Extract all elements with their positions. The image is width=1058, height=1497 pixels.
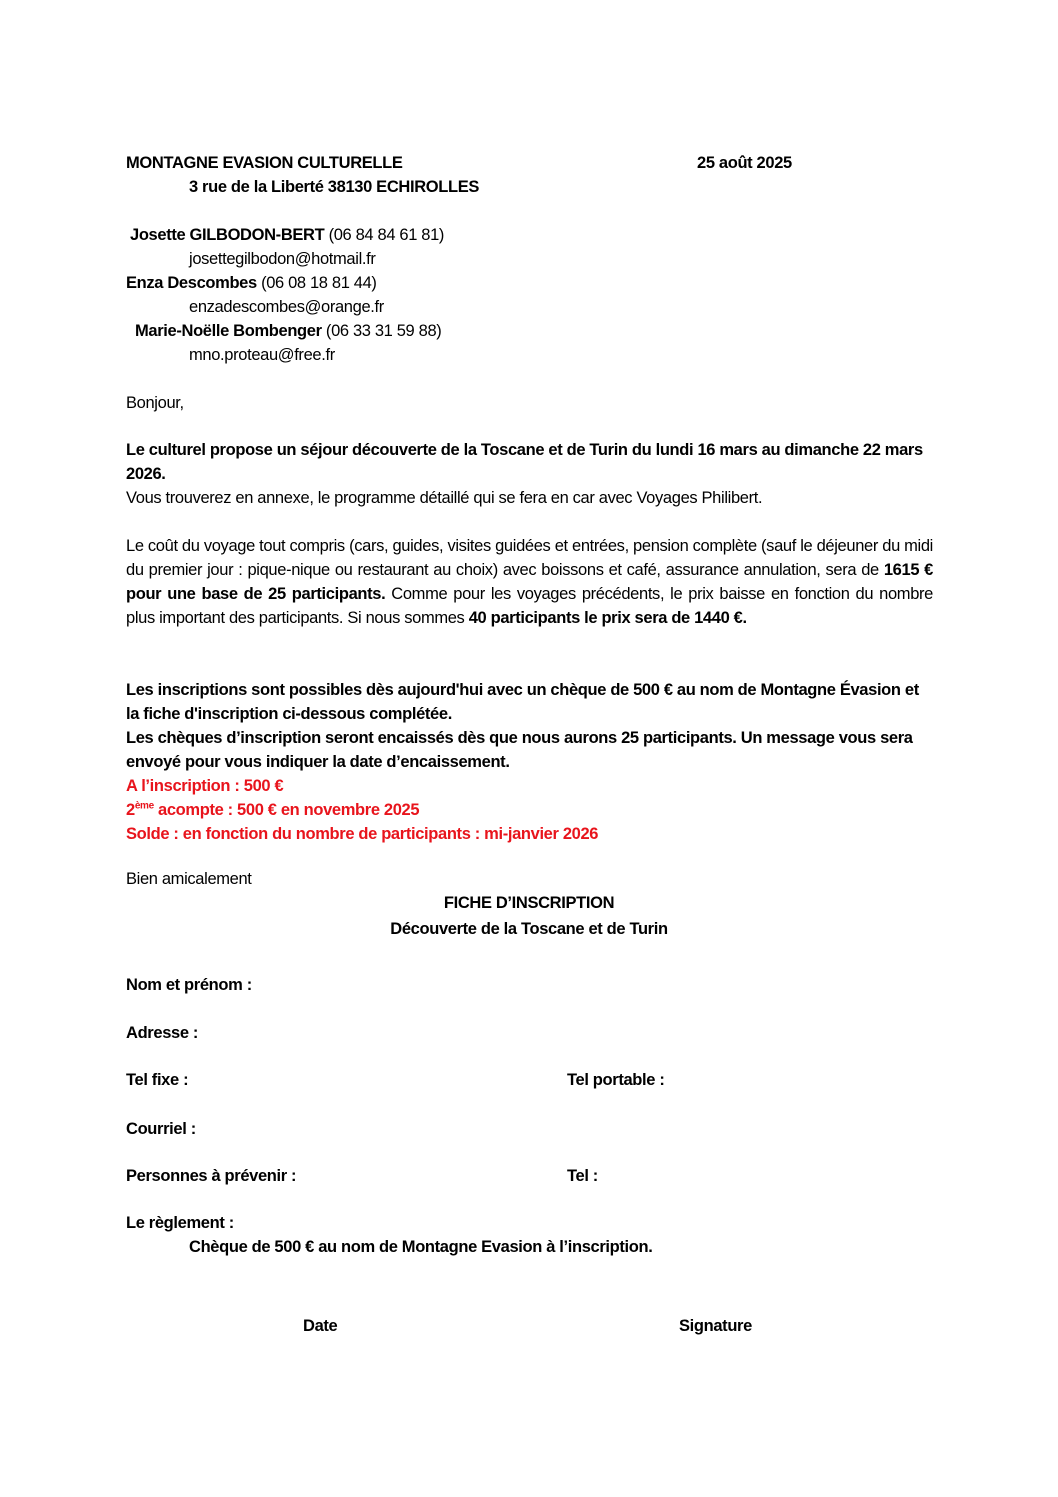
contact-email[interactable]: enzadescombes@orange.fr (189, 298, 384, 316)
payment-text: Chèque de 500 € au nom de Montagne Evasion à l’inscription. (189, 1238, 653, 1256)
contact-name: Marie-Noëlle Bombenger (135, 322, 322, 340)
contact-phone: (06 08 18 81 44) (261, 274, 377, 292)
contact-2 (126, 274, 377, 294)
date-label: Date (303, 1317, 338, 1335)
cost-text: Comme pour les voyages précédents, le prix baisse en fonction du nombre plus important des participants. Si nous sommes (126, 585, 933, 627)
greeting: Bonjour, (126, 394, 184, 412)
field-address-label: Adresse : (126, 1024, 199, 1042)
cost-paragraph (126, 534, 933, 630)
field-emergency-phone-label: Tel : (567, 1167, 598, 1185)
form-title: FICHE D’INSCRIPTION (443, 894, 615, 912)
cost-base-price: 1615 € pour une base de 25 participants. (126, 561, 933, 603)
signature-label: Signature (679, 1317, 752, 1335)
contact-1 (130, 226, 444, 246)
cost-reduced-price: 40 participants le prix sera de 1440 €. (468, 609, 747, 627)
field-name-label: Nom et prénom : (126, 976, 252, 994)
inscription-paragraph (126, 678, 933, 846)
contact-name: Josette GILBODON-BERT (130, 226, 325, 244)
inscription-text: Les inscriptions sont possibles dès aujourd'hui avec un chèque de 500 € au nom de Montagne Évasion et la fiche d'inscription ci-dessous complétée. (126, 681, 919, 723)
cost-text: Le coût du voyage tout compris (cars, guides, visites guidées et entrées, pension complète (sauf le déjeuner du midi du premier jour : pique-nique ou restaurant au choix) avec boissons et café, assurance annulation, sera de (126, 537, 933, 579)
contact-3 (135, 322, 441, 342)
payment-schedule-2: 2ème acompte : 500 € en novembre 2025 (126, 800, 420, 819)
field-email-label: Courriel : (126, 1120, 196, 1138)
field-emergency-contact-label: Personnes à prévenir : (126, 1167, 297, 1185)
contact-phone: (06 33 31 59 88) (325, 322, 442, 340)
payment-schedule-1: A l’inscription : 500 € (126, 777, 284, 795)
letter-date: 25 août 2025 (697, 154, 792, 172)
organization-name: MONTAGNE EVASION CULTURELLE (126, 154, 403, 172)
encashment-text: Les chèques d’inscription seront encaissés dès que nous aurons 25 participants. Un message vous sera envoyé pour vous indiquer la date d’encaissement. (126, 729, 913, 771)
intro-bold: Le culturel propose un séjour découverte de la Toscane et de Turin du lundi 16 mars au dimanche 22 mars 2026. (126, 441, 923, 483)
contact-name: Enza Descombes (126, 274, 257, 292)
organization-address: 3 rue de la Liberté 38130 ECHIROLLES (189, 178, 480, 196)
contact-email[interactable]: josettegilbodon@hotmail.fr (189, 250, 376, 268)
intro-text: Vous trouverez en annexe, le programme détaillé qui se fera en car avec Voyages Philibert. (126, 489, 763, 507)
payment-schedule-3: Solde : en fonction du nombre de participants : mi-janvier 2026 (126, 825, 599, 843)
contact-phone: (06 84 84 61 81) (328, 226, 445, 244)
payment-label: Le règlement : (126, 1214, 234, 1232)
contact-email[interactable]: mno.proteau@free.fr (189, 346, 335, 364)
closing: Bien amicalement (126, 870, 252, 888)
intro-paragraph (126, 438, 933, 510)
form-subtitle: Découverte de la Toscane et de Turin (390, 920, 668, 938)
field-phone-mobile-label: Tel portable : (567, 1071, 665, 1089)
field-phone-fixed-label: Tel fixe : (126, 1071, 189, 1089)
